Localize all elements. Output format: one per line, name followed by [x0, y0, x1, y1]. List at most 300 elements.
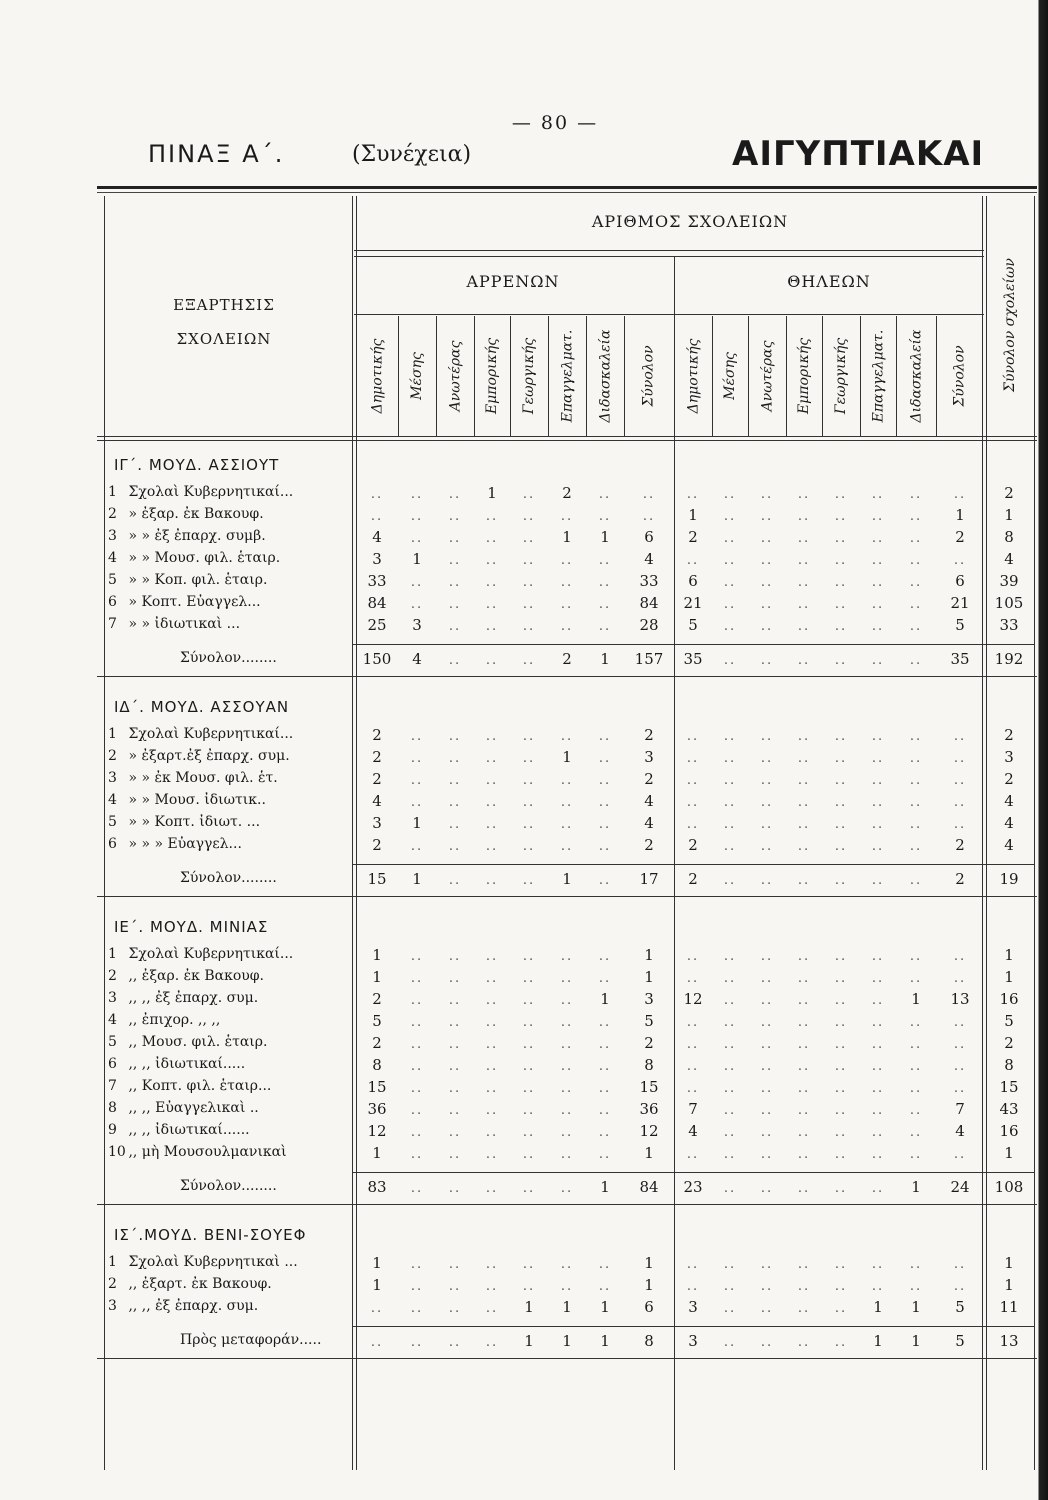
- table-cell: ..: [797, 509, 811, 524]
- table-cell: ..: [723, 839, 737, 854]
- table-cell: ..: [598, 597, 612, 612]
- table-cell: ..: [834, 817, 848, 832]
- table-cell: ..: [448, 839, 462, 854]
- table-cell: 2: [1004, 484, 1014, 502]
- table-cell: ..: [953, 487, 967, 502]
- table-cell: 1: [955, 506, 965, 524]
- table-cell: ..: [871, 1125, 885, 1140]
- table-cell: ..: [871, 1181, 885, 1196]
- table-cell: ..: [522, 949, 536, 964]
- table-row: [0, 550, 1048, 570]
- table-cell: ..: [871, 1147, 885, 1162]
- table-cell: ..: [642, 487, 656, 502]
- table-cell: 2: [562, 650, 572, 668]
- table-cell: ..: [834, 653, 848, 668]
- table-cell: ..: [909, 597, 923, 612]
- table-cell: ..: [485, 553, 499, 568]
- table-cell: ..: [723, 653, 737, 668]
- column-header-arrenon-0: [356, 316, 398, 436]
- row-label: [108, 748, 348, 764]
- table-cell: ..: [723, 1103, 737, 1118]
- column-header-text: Ανωτέρας: [759, 340, 776, 412]
- table-cell: ..: [560, 949, 574, 964]
- row-label-text: » ἐξαρ. ἐκ Βακουφ.: [124, 506, 264, 522]
- row-label: [108, 1056, 348, 1072]
- table-cell: ..: [448, 1037, 462, 1052]
- table-cell: ..: [723, 1037, 737, 1052]
- page-number: — 80 —: [511, 112, 599, 134]
- row-number: 3: [108, 770, 117, 786]
- table-cell: ..: [723, 1125, 737, 1140]
- row-number: 5: [108, 1034, 117, 1050]
- table-cell: 1: [644, 968, 654, 986]
- table-cell: ..: [410, 1103, 424, 1118]
- table-cell: ..: [723, 751, 737, 766]
- table-cell: ..: [522, 1015, 536, 1030]
- table-cell: ..: [797, 575, 811, 590]
- table-cell: ..: [760, 1125, 774, 1140]
- table-cell: ..: [909, 817, 923, 832]
- table-cell: 5: [955, 616, 965, 634]
- table-cell: ..: [522, 553, 536, 568]
- table-cell: ..: [760, 1081, 774, 1096]
- table-row: [0, 1078, 1048, 1098]
- table-cell: ..: [410, 1335, 424, 1350]
- table-cell: 1: [372, 1254, 382, 1272]
- table-cell: ..: [560, 1037, 574, 1052]
- table-cell: 1: [372, 1144, 382, 1162]
- table-cell: 36: [639, 1100, 659, 1118]
- table-cell: ..: [834, 597, 848, 612]
- table-cell: ..: [410, 993, 424, 1008]
- h-rule: [97, 676, 1037, 677]
- table-cell: ..: [723, 873, 737, 888]
- column-header-grand-total: [986, 220, 1034, 430]
- table-cell: ..: [909, 795, 923, 810]
- table-cell: 1: [1004, 1144, 1014, 1162]
- table-cell: 13: [999, 1332, 1019, 1350]
- total-label: Σύνολον........: [180, 870, 277, 886]
- table-cell: ..: [485, 1301, 499, 1316]
- table-cell: ..: [485, 509, 499, 524]
- table-cell: 5: [955, 1298, 965, 1316]
- table-cell: 6: [644, 528, 654, 546]
- h-rule: [97, 440, 1037, 441]
- table-cell: ..: [909, 971, 923, 986]
- table-cell: ..: [723, 993, 737, 1008]
- table-cell: ..: [410, 1125, 424, 1140]
- table-cell: ..: [686, 1015, 700, 1030]
- column-header-text: Διδασκαλεία: [597, 329, 614, 423]
- table-cell: ..: [370, 1335, 384, 1350]
- table-cell: ..: [871, 751, 885, 766]
- table-cell: ..: [522, 1037, 536, 1052]
- table-cell: 1: [562, 870, 572, 888]
- table-cell: ..: [760, 1335, 774, 1350]
- table-row: [0, 506, 1048, 526]
- table-cell: 1: [600, 650, 610, 668]
- table-cell: ..: [598, 575, 612, 590]
- table-cell: ..: [448, 1335, 462, 1350]
- table-cell: 1: [1004, 1254, 1014, 1272]
- table-cell: 1: [1004, 506, 1014, 524]
- table-subtitle: (Συνέχεια): [352, 142, 472, 167]
- table-cell: 17: [639, 870, 659, 888]
- table-cell: ..: [598, 509, 612, 524]
- table-cell: ..: [448, 729, 462, 744]
- table-row: [0, 836, 1048, 856]
- table-row: [0, 594, 1048, 614]
- table-cell: ..: [522, 531, 536, 546]
- table-cell: 4: [644, 792, 654, 810]
- table-row: [0, 1276, 1048, 1296]
- v-rule: [586, 316, 587, 436]
- table-cell: 7: [688, 1100, 698, 1118]
- table-cell: ..: [598, 817, 612, 832]
- table-cell: ..: [410, 729, 424, 744]
- column-header-thileon-0: [674, 316, 712, 436]
- table-cell: ..: [686, 817, 700, 832]
- table-cell: ..: [871, 817, 885, 832]
- table-row: [0, 1298, 1048, 1318]
- page-heading: ΑΙΓΥΠΤΙΑΚΑΙ: [732, 134, 985, 174]
- row-number: 3: [108, 990, 117, 1006]
- table-cell: ..: [485, 1037, 499, 1052]
- row-label: [108, 484, 348, 500]
- table-cell: ..: [448, 1059, 462, 1074]
- table-cell: ..: [598, 1125, 612, 1140]
- v-rule: [822, 316, 823, 436]
- table-cell: ..: [834, 729, 848, 744]
- row-label-text: » » ἰδιωτικαὶ ...: [124, 616, 241, 632]
- table-cell: 1: [911, 990, 921, 1008]
- v-rule: [936, 316, 937, 436]
- table-cell: ..: [723, 1181, 737, 1196]
- row-label-text: ,, ,, ἰδιωτικαί.....: [124, 1056, 246, 1072]
- table-cell: ..: [410, 949, 424, 964]
- table-cell: 2: [644, 770, 654, 788]
- table-cell: ..: [723, 795, 737, 810]
- table-cell: ..: [686, 1059, 700, 1074]
- table-cell: ..: [834, 993, 848, 1008]
- table-row: [0, 946, 1048, 966]
- h-rule: [97, 896, 1037, 897]
- table-cell: ..: [953, 729, 967, 744]
- table-cell: 8: [372, 1056, 382, 1074]
- table-cell: ..: [871, 1059, 885, 1074]
- table-cell: 1: [562, 528, 572, 546]
- table-cell: ..: [522, 1103, 536, 1118]
- table-cell: 4: [644, 814, 654, 832]
- table-cell: ..: [560, 1125, 574, 1140]
- table-cell: ..: [686, 773, 700, 788]
- table-cell: ..: [834, 1147, 848, 1162]
- table-cell: 1: [644, 1254, 654, 1272]
- v-rule: [624, 316, 625, 436]
- table-cell: 5: [372, 1012, 382, 1030]
- table-cell: 28: [639, 616, 659, 634]
- h-rule: [352, 644, 1034, 645]
- table-cell: 1: [644, 946, 654, 964]
- table-cell: ..: [953, 949, 967, 964]
- table-cell: ..: [598, 1147, 612, 1162]
- table-cell: ..: [598, 729, 612, 744]
- table-cell: ..: [448, 1181, 462, 1196]
- row-label: [108, 968, 348, 984]
- table-cell: ..: [723, 1147, 737, 1162]
- total-row: [0, 1178, 1048, 1198]
- table-cell: ..: [485, 839, 499, 854]
- table-cell: ..: [522, 751, 536, 766]
- table-cell: ..: [909, 839, 923, 854]
- table-cell: ..: [522, 729, 536, 744]
- table-cell: ..: [448, 1147, 462, 1162]
- table-cell: ..: [953, 817, 967, 832]
- table-cell: ..: [410, 1147, 424, 1162]
- table-cell: ..: [871, 597, 885, 612]
- table-cell: ..: [598, 751, 612, 766]
- table-cell: ..: [760, 653, 774, 668]
- column-header-text: Σύνολον σχολείων: [1002, 258, 1019, 392]
- h-rule: [97, 1204, 1037, 1205]
- column-header-text: Επαγγελματ.: [870, 329, 886, 423]
- table-cell: 2: [644, 836, 654, 854]
- row-label-text: ,, μὴ Μουσουλμανικαὶ: [124, 1144, 287, 1160]
- table-cell: ..: [598, 1279, 612, 1294]
- table-cell: ..: [834, 1037, 848, 1052]
- table-cell: ..: [522, 597, 536, 612]
- table-cell: ..: [560, 509, 574, 524]
- table-cell: 16: [999, 1122, 1019, 1140]
- row-number: 2: [108, 1276, 117, 1292]
- table-cell: 4: [688, 1122, 698, 1140]
- table-cell: ..: [485, 1103, 499, 1118]
- table-cell: ..: [723, 619, 737, 634]
- table-cell: 1: [412, 870, 422, 888]
- table-row: [0, 814, 1048, 834]
- table-cell: ..: [760, 1279, 774, 1294]
- table-cell: ..: [909, 773, 923, 788]
- table-row: [0, 1056, 1048, 1076]
- table-cell: ..: [560, 1279, 574, 1294]
- column-header-arrenon-3: [474, 316, 510, 436]
- total-label: Σύνολον........: [180, 1178, 277, 1194]
- table-cell: ..: [448, 795, 462, 810]
- row-label: [108, 594, 348, 610]
- table-cell: ..: [760, 729, 774, 744]
- table-cell: 1: [372, 968, 382, 986]
- table-cell: ..: [871, 839, 885, 854]
- table-cell: ..: [686, 1081, 700, 1096]
- table-cell: ..: [560, 729, 574, 744]
- row-label: [108, 1276, 348, 1292]
- table-cell: ..: [760, 487, 774, 502]
- table-cell: 2: [372, 770, 382, 788]
- table-cell: ..: [760, 839, 774, 854]
- row-label: [108, 1034, 348, 1050]
- table-cell: 5: [955, 1332, 965, 1350]
- table-cell: 3: [688, 1332, 698, 1350]
- row-label-text: Σχολαὶ Κυβερνητικαί...: [124, 484, 294, 500]
- column-header-text: Γεωργικής: [521, 337, 538, 415]
- table-cell: ..: [797, 1103, 811, 1118]
- table-cell: 6: [688, 572, 698, 590]
- table-cell: ..: [598, 873, 612, 888]
- table-cell: 23: [683, 1178, 703, 1196]
- table-cell: 84: [639, 594, 659, 612]
- table-cell: ..: [871, 993, 885, 1008]
- v-rule: [712, 316, 713, 436]
- table-cell: 1: [644, 1144, 654, 1162]
- table-cell: 1: [911, 1178, 921, 1196]
- row-label-text: ,, ,, ἰδιωτικαί......: [124, 1122, 250, 1138]
- table-cell: 21: [950, 594, 970, 612]
- table-cell: ..: [560, 597, 574, 612]
- table-cell: ..: [871, 1257, 885, 1272]
- table-cell: ..: [909, 1125, 923, 1140]
- table-cell: 1: [873, 1298, 883, 1316]
- table-cell: 5: [688, 616, 698, 634]
- row-label-text: » » » Εὐαγγελ...: [124, 836, 242, 852]
- table-cell: ..: [797, 751, 811, 766]
- table-cell: ..: [410, 1181, 424, 1196]
- header-exartisis-line1: ΕΞΑΡΤΗΣΙΣ: [173, 296, 275, 314]
- row-label-text: ,, Μουσ. φιλ. ἑταιρ.: [124, 1034, 268, 1050]
- table-cell: ..: [760, 773, 774, 788]
- row-number: 6: [108, 594, 117, 610]
- table-cell: 3: [372, 814, 382, 832]
- row-number: 7: [108, 616, 117, 632]
- table-cell: ..: [760, 1015, 774, 1030]
- row-label: [108, 836, 348, 852]
- row-label-text: Σχολαὶ Κυβερνητικαὶ ...: [124, 1254, 298, 1270]
- table-cell: 4: [644, 550, 654, 568]
- v-rule: [860, 316, 861, 436]
- table-row: [0, 1100, 1048, 1120]
- table-cell: ..: [953, 553, 967, 568]
- table-cell: 2: [955, 870, 965, 888]
- table-cell: ..: [448, 1257, 462, 1272]
- table-cell: ..: [410, 531, 424, 546]
- row-label: [108, 1144, 348, 1160]
- table-cell: ..: [448, 873, 462, 888]
- table-cell: ..: [871, 575, 885, 590]
- table-cell: 8: [1004, 1056, 1014, 1074]
- table-cell: ..: [448, 653, 462, 668]
- table-cell: 4: [1004, 550, 1014, 568]
- table-cell: 2: [955, 836, 965, 854]
- table-cell: ..: [797, 1301, 811, 1316]
- table-cell: ..: [598, 553, 612, 568]
- row-number: 6: [108, 836, 117, 852]
- table-cell: 3: [688, 1298, 698, 1316]
- table-cell: ..: [410, 1301, 424, 1316]
- h-rule: [354, 256, 984, 257]
- frame-rule-thin: [97, 192, 1037, 193]
- table-cell: ..: [834, 531, 848, 546]
- row-label-text: » » Μουσ. ἰδιωτικ..: [124, 792, 266, 808]
- table-cell: 39: [999, 572, 1019, 590]
- table-cell: ..: [448, 619, 462, 634]
- table-cell: ..: [370, 1301, 384, 1316]
- h-rule: [352, 1326, 1034, 1327]
- table-cell: 7: [955, 1100, 965, 1118]
- table-cell: ..: [485, 1335, 499, 1350]
- table-cell: ..: [598, 1015, 612, 1030]
- table-cell: ..: [871, 773, 885, 788]
- table-cell: ..: [909, 653, 923, 668]
- table-cell: ..: [797, 531, 811, 546]
- table-cell: 2: [688, 528, 698, 546]
- table-cell: ..: [410, 1279, 424, 1294]
- table-cell: ..: [522, 487, 536, 502]
- table-cell: ..: [834, 487, 848, 502]
- table-cell: ..: [598, 795, 612, 810]
- table-cell: 1: [600, 990, 610, 1008]
- table-cell: ..: [760, 993, 774, 1008]
- table-cell: ..: [485, 949, 499, 964]
- table-cell: ..: [797, 1181, 811, 1196]
- v-rule: [436, 316, 437, 436]
- row-number: 6: [108, 1056, 117, 1072]
- table-cell: ..: [909, 1059, 923, 1074]
- table-cell: ..: [871, 1279, 885, 1294]
- table-cell: 4: [1004, 792, 1014, 810]
- table-cell: ..: [953, 971, 967, 986]
- table-cell: 2: [372, 748, 382, 766]
- table-cell: ..: [560, 971, 574, 986]
- column-header-text: Μέσης: [409, 352, 426, 400]
- table-cell: 2: [372, 726, 382, 744]
- table-row: [0, 990, 1048, 1010]
- table-cell: ..: [522, 773, 536, 788]
- row-label: [108, 1078, 348, 1094]
- row-number: 2: [108, 748, 117, 764]
- table-cell: ..: [686, 1279, 700, 1294]
- table-cell: 15: [639, 1078, 659, 1096]
- table-cell: ..: [485, 873, 499, 888]
- table-cell: ..: [834, 1015, 848, 1030]
- table-cell: ..: [797, 1059, 811, 1074]
- table-cell: 36: [367, 1100, 387, 1118]
- table-cell: ..: [522, 509, 536, 524]
- table-cell: ..: [760, 1037, 774, 1052]
- table-cell: ..: [953, 1015, 967, 1030]
- table-cell: ..: [760, 971, 774, 986]
- table-cell: ..: [522, 1279, 536, 1294]
- table-cell: ..: [909, 1257, 923, 1272]
- table-cell: ..: [871, 509, 885, 524]
- table-cell: 2: [1004, 1034, 1014, 1052]
- row-label-text: ,, Κοπτ. φιλ. ἑταιρ...: [124, 1078, 272, 1094]
- column-header-text: Επαγγελματ.: [559, 329, 575, 423]
- table-cell: ..: [560, 619, 574, 634]
- column-header-arrenon-7: [624, 316, 674, 436]
- table-cell: ..: [760, 575, 774, 590]
- row-number: 3: [108, 528, 117, 544]
- row-label-text: ,, ,, ἐξ ἐπαρχ. συμ.: [124, 990, 259, 1006]
- table-cell: ..: [797, 729, 811, 744]
- table-cell: ..: [723, 1301, 737, 1316]
- table-cell: ..: [410, 1059, 424, 1074]
- row-label: [108, 1254, 348, 1270]
- table-cell: ..: [834, 1181, 848, 1196]
- table-cell: ..: [485, 795, 499, 810]
- table-cell: 157: [634, 650, 664, 668]
- table-cell: 35: [950, 650, 970, 668]
- column-header-arrenon-2: [436, 316, 474, 436]
- table-cell: ..: [871, 487, 885, 502]
